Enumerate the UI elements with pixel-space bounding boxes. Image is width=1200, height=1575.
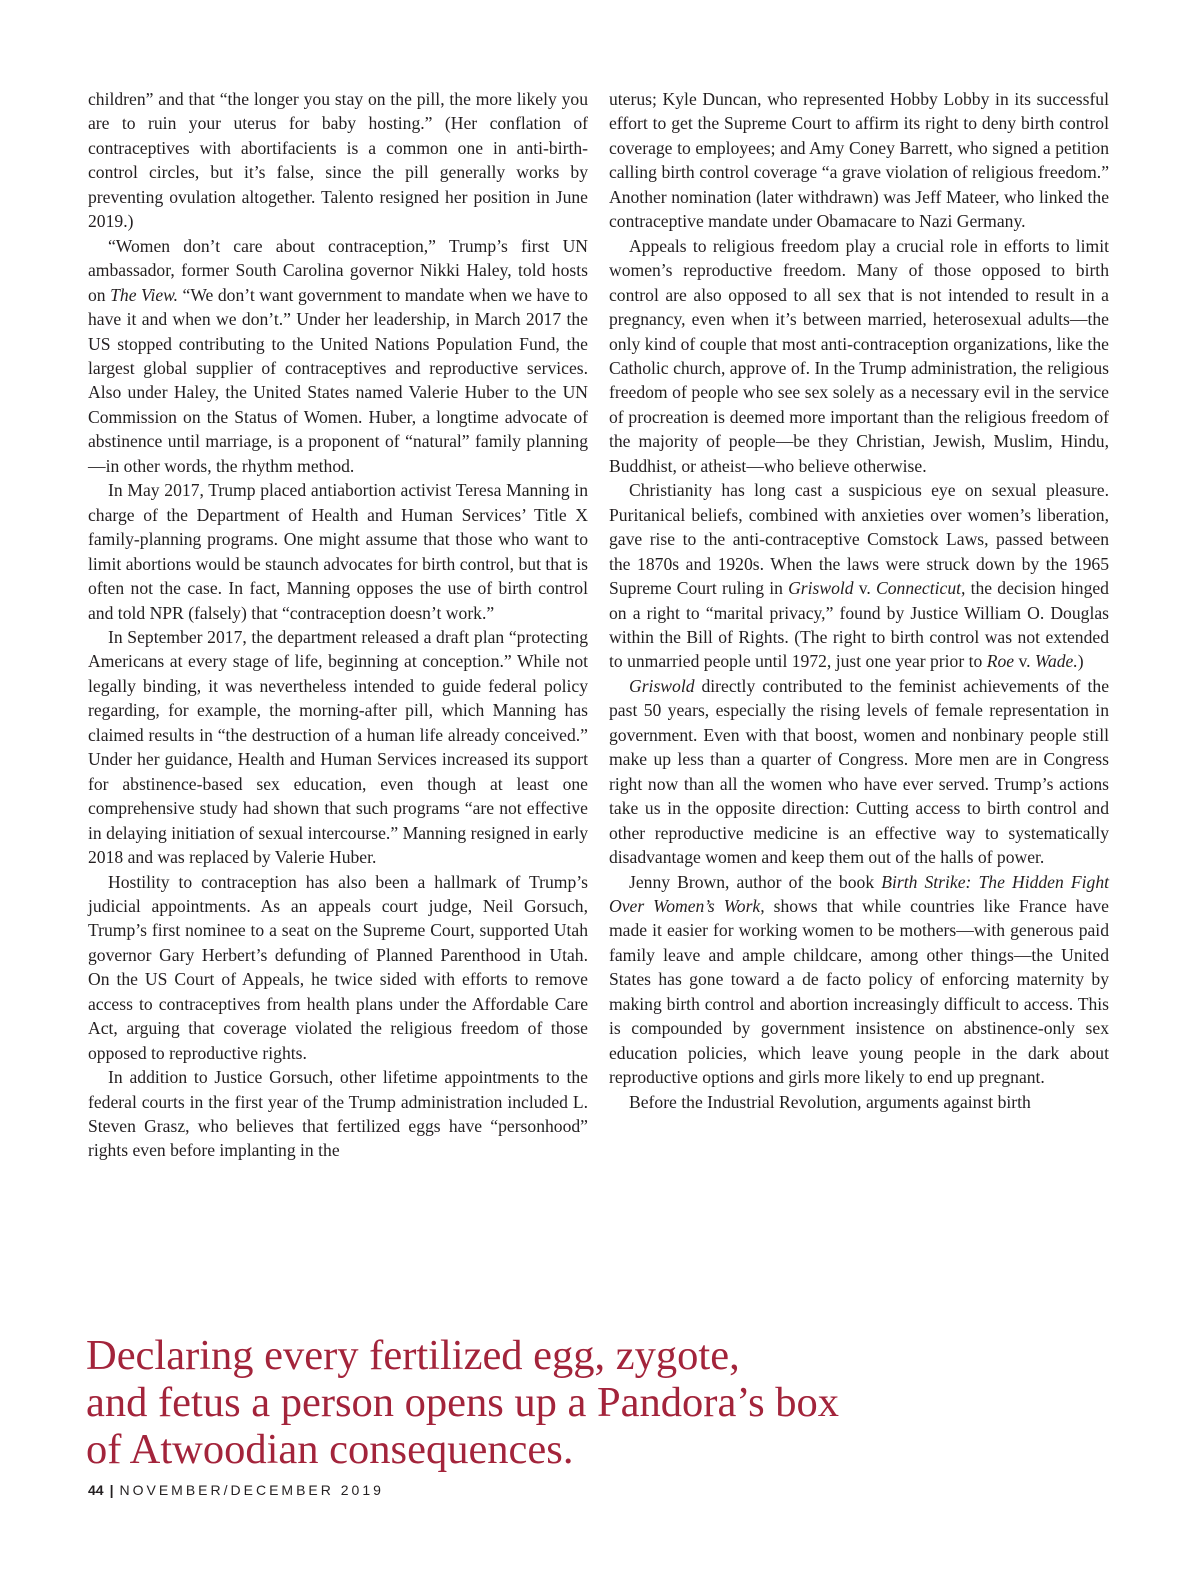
paragraph-text: Hostility to contraception has also been a hallmark of Trump’s judicial appointments. As an appeals court judge, Neil Gorsuch, Trump’s first nominee to a seat on the Supreme Court, supported Utah governor Gary Herbert’s defunding of Planned Parenthood in Utah. On the US Court of Appeals, he twice sided with efforts to remove access to contraceptives from health plans under the Affordable Care Act, arguing that coverage violated the religious freedom of those opposed to reproductive rights. <box>88 871 588 1063</box>
paragraph <box>609 87 1109 234</box>
paragraph-text: uterus; Kyle Duncan, who represented Hobby Lobby in its successful effort to get the Supreme Court to affirm its right to deny birth control coverage to employees; and Amy Coney Barrett, who signed a petition calling birth control coverage “a grave violation of religious freedom.” Another nomination (later withdrawn) was Jeff Mateer, who linked the contraceptive mandate under Obamacare to Nazi Germany. <box>609 89 1109 232</box>
paragraph-text: ) <box>1077 651 1084 672</box>
paragraph <box>609 478 1109 674</box>
paragraph-text: the decision hinged on a right to “marital privacy,” found by Justice William O. Douglas within the Bill of Rights. (The right to birth control was not extended to unmarried people until 1972, just one year prior to <box>609 578 1109 672</box>
paragraph <box>88 478 588 625</box>
italic-case-name: Griswold <box>788 578 854 599</box>
paragraph <box>609 234 1109 479</box>
paragraph-text: shows that while countries like France have made it easier for working women to be mothers—with generous paid family leave and ample childcare, among other things—the United States has gone toward a de facto policy of enforcing maternity by making birth control and abortion increasingly difficult to access. This is compounded by government insistence on abstinence-only sex education policies, which leave young people in the dark about reproductive options and girls more likely to end up pregnant. <box>609 895 1109 1088</box>
article-column-right <box>609 87 1109 1114</box>
paragraph <box>609 1090 1109 1114</box>
paragraph-text: In September 2017, the department released a draft plan “protecting Americans at every stage of life, beginning at conception.” While not legally binding, it was nevertheless intended to guide federal policy regarding, for example, the morning-after pill, which Manning has claimed results in “the destruction of a human life already conceived.” Under her guidance, Health and Human Services increased its support for abstinence-based sex education, even though at least one comprehensive study had shown that such programs “are not effective in delaying initiation of sexual intercourse.” Manning resigned in early 2018 and was replaced by Valerie Huber. <box>88 626 588 868</box>
pull-quote-line: and fetus a person opens up a Pandora’s box <box>86 1379 840 1426</box>
paragraph-text: children” and that “the longer you stay on the pill, the more likely you are to ruin your uterus for baby hosting.” (Her conflation of contraceptives with abortifacients is a common one in anti-birth-control circles, but it’s false, since the pill generally works by preventing ovulation altogether. Talento resigned her position in June 2019.) <box>88 89 588 232</box>
paragraph-text: v. <box>853 578 876 599</box>
paragraph <box>88 234 588 479</box>
italic-case-name: Connecticut, <box>876 578 966 599</box>
paragraph-text: In May 2017, Trump placed antiabortion activist Teresa Manning in charge of the Department of Health and Human Services’ Title X family-planning programs. One might assume that those who want to limit abortions would be staunch advocates for birth control, but that is often not the case. In fact, Manning opposes the use of birth control and told NPR (falsely) that “contraception doesn’t work.” <box>88 480 588 623</box>
page-footer <box>88 1482 384 1498</box>
paragraph-text: directly contributed to the feminist achievements of the past 50 years, especially the rising levels of female representation in government. Even with that boost, women and nonbinary people still make up less than a quarter of Congress. More men are in Congress right now than all the women who have ever served. Trump’s actions take us in the opposite direction: Cutting access to birth control and other reproductive medicine is an effective way to systematically disadvantage women and keep them out of the halls of power. <box>609 675 1109 868</box>
paragraph-text: “Women don’t care about contraception,” Trump’s first UN ambassador, former South Carolina governor Nikki Haley, told hosts on <box>88 235 588 305</box>
paragraph <box>88 870 588 1066</box>
issue-date: NOVEMBER/DECEMBER 2019 <box>119 1482 384 1498</box>
pull-quote-line: Declaring every fertilized egg, zygote, <box>86 1332 740 1379</box>
paragraph-text: v. <box>1014 651 1035 672</box>
paragraph <box>88 1065 588 1163</box>
paragraph-text: In addition to Justice Gorsuch, other lifetime appointments to the federal courts in the first year of the Trump administration included L. Steven Grasz, who believes that fertilized eggs have “personhood” rights even before implanting in the <box>88 1067 588 1161</box>
italic-book-title: Birth Strike: The Hidden Fight Over Women’s Work, <box>609 871 1109 916</box>
pull-quote-line: of Atwoodian consequences. <box>86 1426 574 1473</box>
paragraph <box>88 87 588 234</box>
italic-case-name: Wade. <box>1034 651 1078 672</box>
italic-case-name: Griswold <box>629 675 695 696</box>
paragraph-text: Christianity has long cast a suspicious eye on sexual pleasure. Puritanical beliefs, combined with anxieties over women’s liberation, gave rise to the anti-contraceptive Comstock Laws, passed between the 1870s and 1920s. When the laws were struck down by the 1965 Supreme Court ruling in <box>609 480 1109 599</box>
paragraph-text: “We don’t want government to mandate when we have to have it and when we don’t.” Under her leadership, in March 2017 the US stopped contributing to the United Nations Population Fund, the largest global supplier of contraceptives and reproductive services. Also under Haley, the United States named Valerie Huber to the UN Commission on the Status of Women. Huber, a longtime advocate of abstinence until marriage, is a proponent of “natural” family planning—in other words, the rhythm method. <box>88 284 588 476</box>
footer-separator: | <box>109 1482 114 1498</box>
paragraph-text: Appeals to religious freedom play a crucial role in efforts to limit women’s reproductive freedom. Many of those opposed to birth control are also opposed to all sex that is not intended to result in a pregnancy, even when it’s between married, heterosexual adults—the only kind of couple that most anti-contraception organizations, like the Catholic church, approve of. In the Trump administration, the religious freedom of people who see sex solely as a necessary evil in the service of procreation is deemed more important than the religious freedom of the majority of people—be they Christian, Jewish, Muslim, Hindu, Buddhist, or atheist—who believe otherwise. <box>609 235 1109 476</box>
italic-title: The View. <box>110 284 179 305</box>
italic-case-name: Roe <box>986 651 1015 672</box>
paragraph <box>609 674 1109 870</box>
pull-quote <box>86 1332 1086 1473</box>
paragraph-text: Jenny Brown, author of the book <box>629 871 882 892</box>
paragraph <box>609 870 1109 1090</box>
paragraph-text: Before the Industrial Revolution, arguments against birth <box>629 1091 1031 1112</box>
page-number: 44 <box>88 1482 104 1498</box>
paragraph <box>88 625 588 870</box>
article-column-left <box>88 87 588 1163</box>
